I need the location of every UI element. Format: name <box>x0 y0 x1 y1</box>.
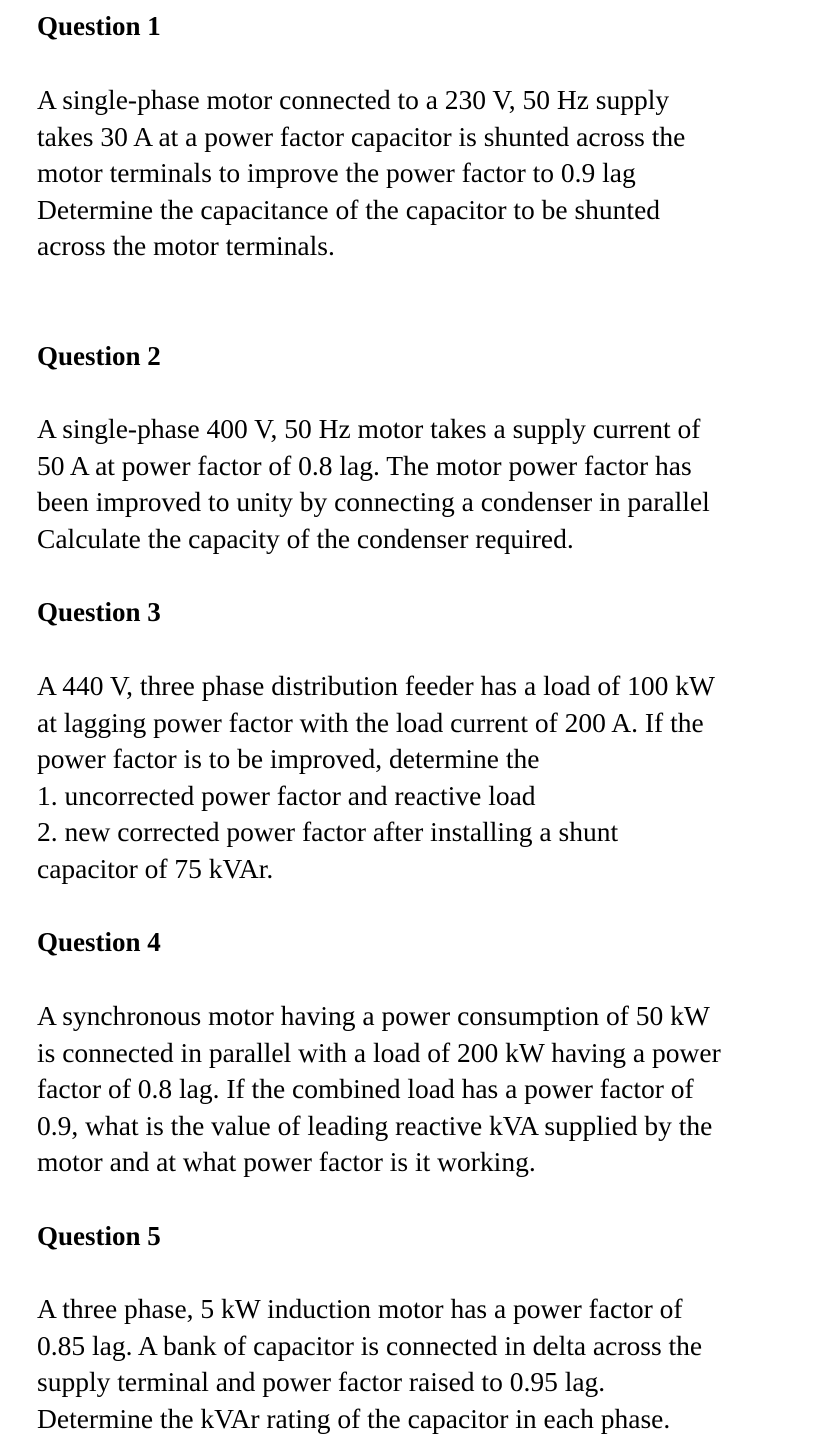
question-5-line-3: supply terminal and power factor raised to 0.95 lag. <box>37 1366 606 1397</box>
question-1-line-2: takes 30 A at a power factor capacitor is shunted across the <box>37 120 686 152</box>
question-4-line-1: A synchronous motor having a power consumption of 50 kW <box>37 1000 710 1031</box>
question-1-title: Question 1 <box>37 11 161 41</box>
question-1-line-4: Determine the capacitance of the capacitor to be shunted <box>37 193 661 225</box>
question-2-line-4: Calculate the capacity of the condenser required. <box>37 522 574 554</box>
question-5-body <box>37 1291 702 1437</box>
question-1-line-1: A single-phase motor connected to a 230 V, 50 Hz supply <box>37 84 670 115</box>
question-1-line-3: motor terminals to improve the power factor to 0.9 lag <box>37 157 636 188</box>
question-3-line-1: A 440 V, three phase distribution feeder has a load of 100 kW <box>37 670 715 701</box>
question-4-body <box>37 998 721 1181</box>
question-1-line-5: across the motor terminals. <box>37 230 335 261</box>
question-4-line-4: 0.9, what is the value of leading reactive kVA supplied by the <box>37 1109 713 1141</box>
question-4-line-3: factor of 0.8 lag. If the combined load has a power factor of <box>37 1073 694 1104</box>
question-3-line-4: 1. uncorrected power factor and reactive load <box>37 779 536 811</box>
question-5-title: Question 5 <box>37 1221 161 1251</box>
question-3-title: Question 3 <box>37 597 161 627</box>
question-4-line-5: motor and at what power factor is it working. <box>37 1146 536 1177</box>
question-3-line-3: power factor is to be improved, determine the <box>37 743 540 774</box>
question-2-line-1: A single-phase 400 V, 50 Hz motor takes a supply current of <box>37 413 701 444</box>
question-3-line-6: capacitor of 75 kVAr. <box>37 852 274 884</box>
question-5-line-1: A three phase, 5 kW induction motor has a power factor of <box>37 1293 683 1324</box>
question-1-body <box>37 82 685 265</box>
question-2-line-2: 50 A at power factor of 0.8 lag. The motor power factor has <box>37 449 692 481</box>
question-3-line-2: at lagging power factor with the load current of 200 A. If the <box>37 706 704 738</box>
question-2-body <box>37 411 710 557</box>
question-3-line-5: 2. new corrected power factor after installing a shunt <box>37 816 619 847</box>
question-5-line-2: 0.85 lag. A bank of capacitor is connected in delta across the <box>37 1329 703 1361</box>
question-4-title: Question 4 <box>37 927 161 957</box>
question-5-line-4: Determine the kVAr rating of the capacitor in each phase. <box>37 1402 671 1434</box>
question-4-line-2: is connected in parallel with a load of 200 kW having a power <box>37 1036 721 1068</box>
question-2-line-3: been improved to unity by connecting a condenser in parallel <box>37 486 710 517</box>
question-2-title: Question 2 <box>37 341 161 371</box>
question-3-body <box>37 668 715 887</box>
